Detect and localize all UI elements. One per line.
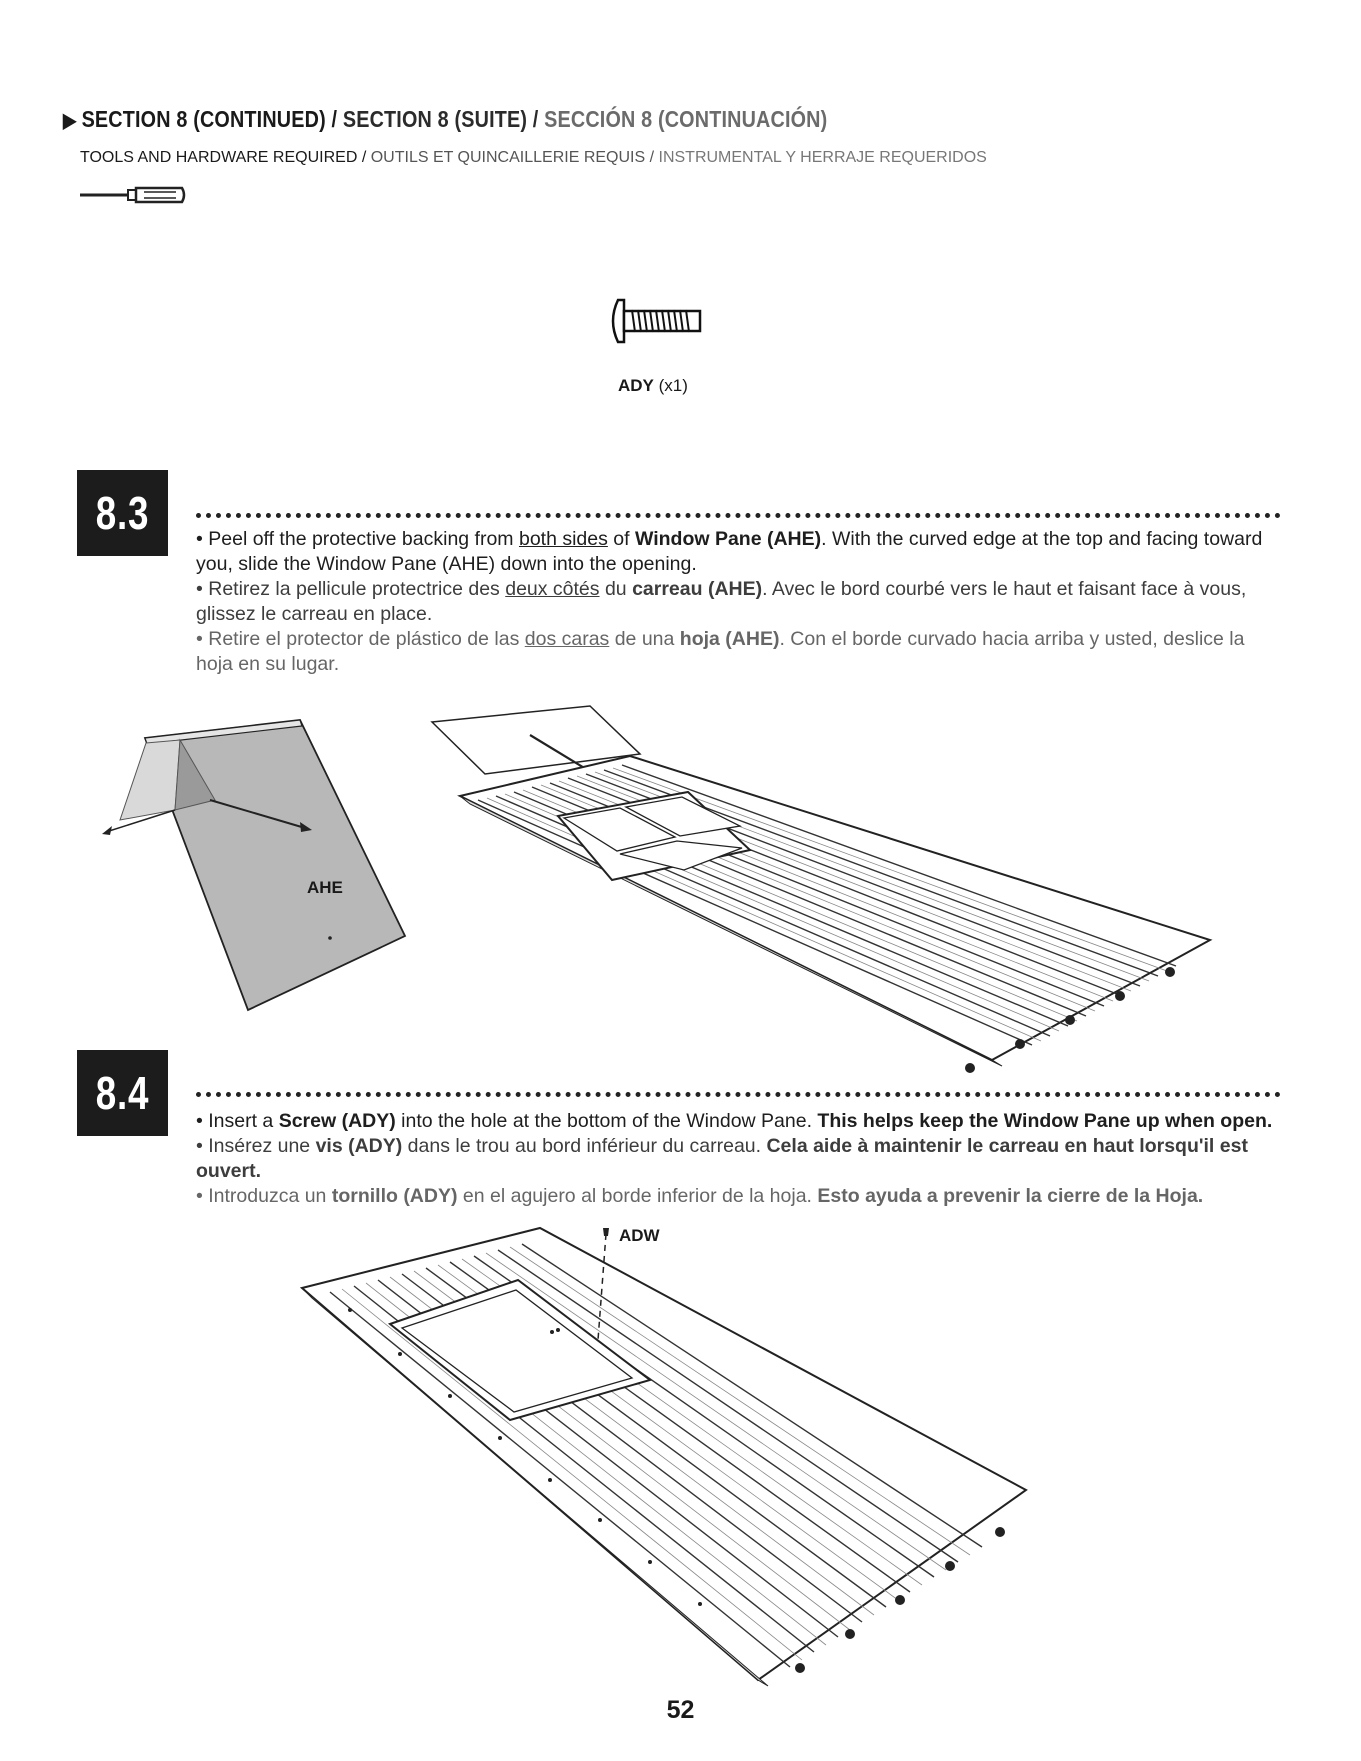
section-title [63, 106, 827, 133]
step-badge-8-3: 8.3 [77, 470, 168, 556]
step-8-3-fr: • Retirez la pellicule protectrice des deux côtés du carreau (AHE). Avec le bord courbé vers le haut et faisant face à vous, glissez le carreau en place. [196, 578, 1247, 625]
door-panel-illustration-8-4 [290, 1220, 1050, 1690]
step-8-4-es: • Introduzca un tornillo (ADY) en el agujero al borde inferior de la hoja. Esto ayuda a prevenir la cierre de la Hoja. [196, 1185, 1204, 1207]
hardware-code: ADY [618, 376, 654, 395]
step-8-4-fr: • Insérez une vis (ADY) dans le trou au bord inférieur du carreau. Cela aide à maintenir le carreau en haut lorsqu'il est ouvert. [196, 1135, 1248, 1182]
ahe-label: AHE [307, 878, 343, 897]
screwdriver-icon [78, 184, 188, 206]
section-title-en: SECTION 8 (CONTINUED) / [81, 106, 338, 132]
tools-heading-en: TOOLS AND HARDWARE REQUIRED / [80, 149, 367, 166]
page-number: 52 [666, 1696, 695, 1724]
step-8-3-text [196, 527, 1286, 677]
section-arrow-icon: ▶ [63, 110, 77, 132]
step-8-3-en: • Peel off the protective backing from both sides of Window Pane (AHE). With the curved edge at the top and facing toward you, slide the Window Pane (AHE) down into the opening. [196, 528, 1263, 575]
step-8-4-en: • Insert a Screw (ADY) into the hole at the bottom of the Window Pane. This helps keep the Window Pane up when open. [196, 1110, 1273, 1132]
adw-label: ADW [619, 1226, 660, 1245]
step-8-4-text [196, 1109, 1286, 1209]
step-badge-8-4: 8.4 [77, 1050, 168, 1136]
step-divider [196, 1092, 1281, 1097]
section-title-es: SECCIÓN 8 (CONTINUACIÓN) [544, 106, 828, 132]
screw-icon [604, 296, 706, 346]
door-panel-illustration-8-3 [430, 710, 1220, 1080]
section-title-fr: SECTION 8 (SUITE) / [342, 106, 539, 132]
step-divider [196, 513, 1281, 518]
step-8-3-es: • Retire el protector de plástico de las dos caras de una hoja (AHE). Con el borde curvado hacia arriba y usted, deslice la hoja en su lugar. [196, 628, 1245, 675]
window-pane-peel-illustration [100, 710, 420, 1010]
tools-heading [80, 149, 987, 167]
tools-heading-fr: OUTILS ET QUINCAILLERIE REQUIS / [370, 149, 655, 166]
hardware-label [618, 376, 688, 396]
hardware-qty: (x1) [658, 376, 688, 395]
tools-heading-es: INSTRUMENTAL Y HERRAJE REQUERIDOS [658, 149, 987, 166]
